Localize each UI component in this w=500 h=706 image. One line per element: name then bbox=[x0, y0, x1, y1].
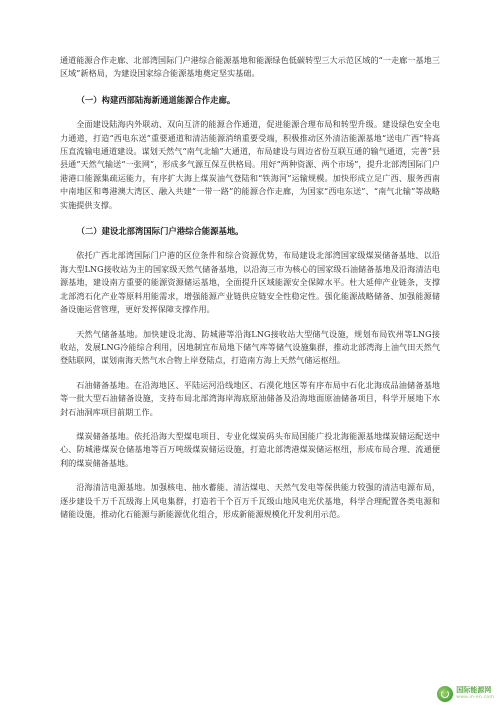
watermark-name: 国际能源网 bbox=[456, 686, 492, 694]
paragraph-oil-reserve: 石油储备基地。在沿海地区、平陆运河沿线地区、石漠化地区等有序布局中石化北海成品油储备基地等一批大型石油储备设施，支持布局北部湾海岸海底原油储备及沿海地面原油储备项目，科学开展地下水封石油洞库项目前期工作。 bbox=[60, 379, 440, 417]
paragraph-gas-reserve: 天然气储备基地。加快建设北海、防城港等沿海LNG接收站大型储气设施，规划布局钦州等LNG接收站，发展LNG冷能综合利用，因地制宜布局地下储气库等储气设施集群，推动北部湾海上油气田天然气登陆联网，谋划南海天然气水合物上岸登陆点，打造南方海上天然气储运枢纽。 bbox=[60, 328, 440, 366]
paragraph-port-base: 依托广西北部湾国际门户港的区位条件和综合资源优势，布局建设北部湾国家级煤炭储备基地、以沿海大型LNG接收站为主的国家级天然气储备基地，以沿海三市为核心的国家级石油储备基地及沿海清洁电源基地，建设南方重要的能源资源储运基地，全面提升区域能源安全保障水平。杜大延伸产业链条，支撑北部湾石化产业等原料用能需求，增强能源产业链供应链安全性稳定性。强化能源战略储备、加强能源储备设施运营管理，更好发挥保障支撑作用。 bbox=[60, 250, 440, 315]
paragraph-clean-power: 沿海清洁电源基地。加强核电、抽水蓄能、清洁煤电、天然气发电等保供能力较强的清洁电源布局，逐步建设千万千瓦级海上风电集群，打造若干个百万千瓦级山地风电光伏基地，科学合理配置各类电源和储能设施，推动化石能源与新能源优化组合，形成新能源规模化开发利用示范。 bbox=[60, 482, 440, 519]
section-heading-1: （一）构建西部陆海新通道能源合作走廊。 bbox=[76, 94, 236, 105]
document-body bbox=[60, 54, 440, 521]
watermark-url: www.in-en.com bbox=[456, 695, 494, 700]
section-heading-2: （二）建设北部湾国际门户港综合能源基地。 bbox=[76, 226, 244, 237]
in-en-logo-icon bbox=[437, 686, 453, 702]
paragraph-intro: 通道能源合作走廊、北部湾国际门户港综合能源基地和能源绿色低碳转型三大示范区域的“一走廊一基地三区域”新格局，为建设国家综合能源基地奠定坚实基础。 bbox=[60, 55, 440, 79]
watermark bbox=[437, 686, 494, 702]
paragraph-corridor: 全面建设陆海内外联动、双向互济的能源合作通道，促进能源合理布局和转型升级。建设绿色安全电力通道，打造“西电东送”重要通道和清洁能源消纳重要受端，积极推动区外清洁能源基地“送电广西”特高压直流输电通道建设。谋划天然气“南气北输”大通道，布局建设与周边省份互联互通的输气通道，完善“县县通”天然气输送“一张网”，形成多气源互保互供格局。用好“两种资源、两个市场”，提升北部湾国际门户港港口能源集疏运能力，有序扩大海上煤炭油气登陆和“铁海河”运输规模。加快形成立足广西、服务西南中南地区和粤港澳大湾区、融入共建“一带一路”的能源合作走廊，为国家“西电东送”、“南气北输”等战略实施提供支撑。 bbox=[60, 119, 440, 210]
paragraph-coal-reserve: 煤炭储备基地。依托沿海大型煤电项目、专业化煤炭码头布局国能广投北海能源基地煤炭储运配送中心、防城港煤炭仓储基地等百万吨级煤炭储运设施，打造北部湾港煤炭储运枢纽，形成布局合理、流通便利的煤炭储备基地。 bbox=[60, 430, 440, 468]
watermark-text bbox=[456, 686, 494, 702]
